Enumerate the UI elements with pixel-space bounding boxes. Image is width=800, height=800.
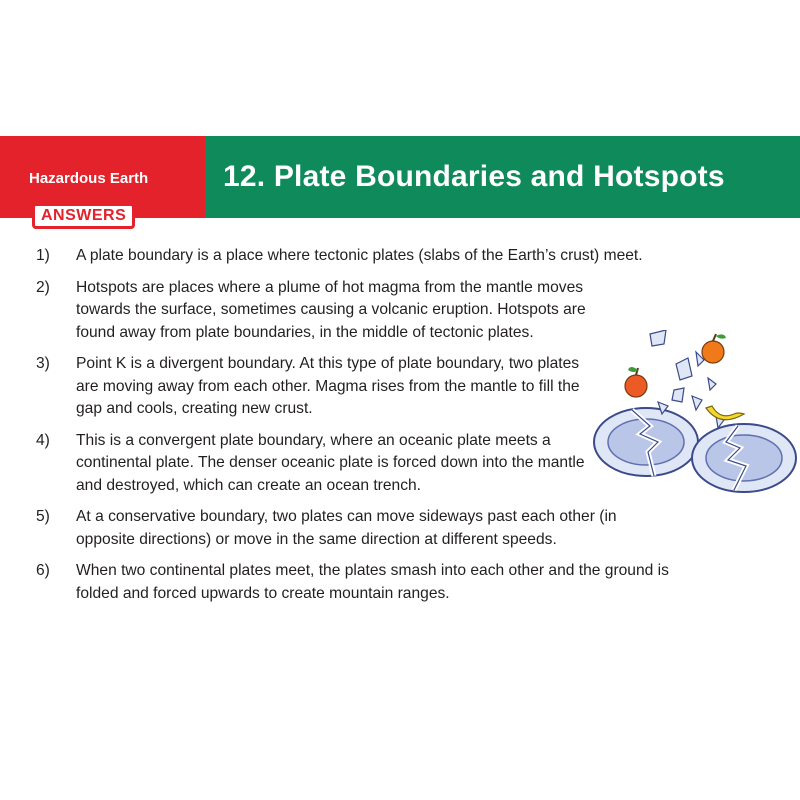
topic-label: Hazardous Earth	[29, 170, 149, 187]
answer-text: This is a convergent plate boundary, where an oceanic plate meets a continental plate. The denser oceanic plate is forced down into the mantle and destroyed, which can create an ocean trench.	[76, 431, 585, 494]
answer-text: When two continental plates meet, the plates smash into each other and the ground is folded and forced upwards to create mountain ranges.	[76, 562, 669, 602]
plate-left-icon	[594, 408, 698, 476]
answer-text: At a conservative boundary, two plates can move sideways past each other (in opposite directions) or move in the same direction at different speeds.	[76, 508, 617, 548]
title-box	[205, 136, 800, 218]
answer-number: 5)	[36, 508, 50, 525]
answer-number: 2)	[36, 278, 50, 296]
answer-item	[36, 560, 676, 605]
answer-text: Hotspots are places where a plume of hot magma from the mantle moves towards the surface, sometimes causing a volcanic eruption. Hotspots are found away from plate boundaries, in the middle of tectonic plates.	[76, 278, 586, 341]
apple-icon	[625, 367, 647, 397]
answer-number: 6)	[36, 562, 50, 579]
apple-icon	[702, 334, 726, 363]
answer-text: A plate boundary is a place where tectonic plates (slabs of the Earth’s crust) meet.	[76, 247, 643, 264]
plate-right-icon	[692, 424, 796, 492]
answer-number: 3)	[36, 355, 50, 372]
answer-text: Point K is a divergent boundary. At this type of plate boundary, two plates are moving away from each other. Magma rises from the mantle to fill the gap and cools, creating new crust.	[76, 355, 580, 417]
page-title: 12. Plate Boundaries and Hotspots	[223, 160, 725, 193]
answers-badge: ANSWERS	[32, 203, 135, 229]
answer-number: 1)	[36, 247, 50, 264]
answer-number: 4)	[36, 431, 50, 449]
answer-item	[36, 506, 676, 551]
answer-item	[36, 245, 776, 268]
banana-icon	[706, 406, 744, 420]
broken-plates-with-fruit-icon	[588, 330, 800, 520]
